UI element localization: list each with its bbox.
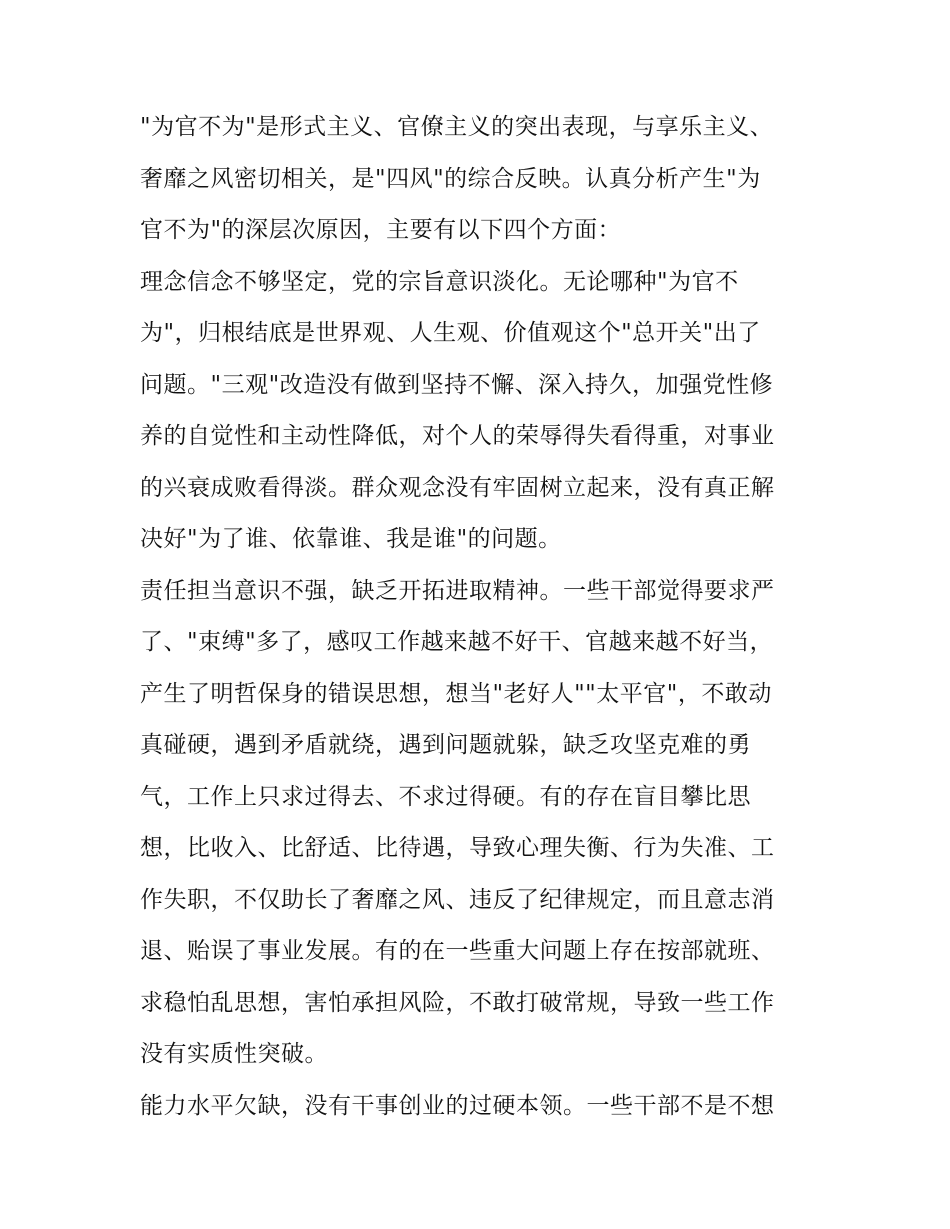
text-line: 真碰硬，遇到矛盾就绕，遇到问题就躲，缺乏攻坚克难的勇 — [140, 732, 751, 758]
text-line: 官不为"的深层次原因，主要有以下四个方面： — [140, 217, 622, 243]
text-line: 退、贻误了事业发展。有的在一些重大问题上存在按部就班、 — [140, 938, 775, 964]
text-line: 理念信念不够坚定，党的宗旨意识淡化。无论哪种"为官不 — [140, 268, 739, 295]
text-line: 作失职，不仅助长了奢靡之风、违反了纪律规定，而且意志消 — [140, 886, 775, 913]
text-line: 问题。"三观"改造没有做到坚持不懈、深入持久，加强党性修 — [140, 371, 774, 398]
text-line: 想，比收入、比舒适、比待遇，导致心理失衡、行为失准、工 — [140, 835, 775, 861]
text-line: 产生了明哲保身的错误思想，想当"老好人""太平官"，不敢动 — [140, 680, 772, 707]
document-body — [140, 102, 820, 1132]
text-line: 气，工作上只求过得去、不求过得硬。有的存在盲目攀比思 — [140, 783, 751, 810]
text-line: 决好"为了谁、依靠谁、我是谁"的问题。 — [140, 526, 562, 552]
text-line: 养的自觉性和主动性降低，对个人的荣辱得失看得重，对事业 — [140, 423, 775, 449]
text-line: 能力水平欠缺，没有干事创业的过硬本领。一些干部不是不想 — [140, 1092, 775, 1119]
text-line: 没有实质性突破。 — [140, 1041, 328, 1067]
text-line: 了、"束缚"多了，感叹工作越来越不好干、官越来越不好当， — [140, 629, 774, 655]
text-line: "为官不为"是形式主义、官僚主义的突出表现，与享乐主义、 — [140, 114, 774, 140]
text-line: 责任担当意识不强，缺乏开拓进取精神。一些干部觉得要求严 — [140, 577, 775, 604]
text-line: 求稳怕乱思想，害怕承担风险，不敢打破常规，导致一些工作 — [140, 989, 775, 1016]
text-line: 为"，归根结底是世界观、人生观、价值观这个"总开关"出了 — [140, 320, 761, 346]
text-line: 奢靡之风密切相关，是"四风"的综合反映。认真分析产生"为 — [140, 165, 761, 192]
text-line: 的兴衰成败看得淡。群众观念没有牢固树立起来，没有真正解 — [140, 474, 775, 501]
